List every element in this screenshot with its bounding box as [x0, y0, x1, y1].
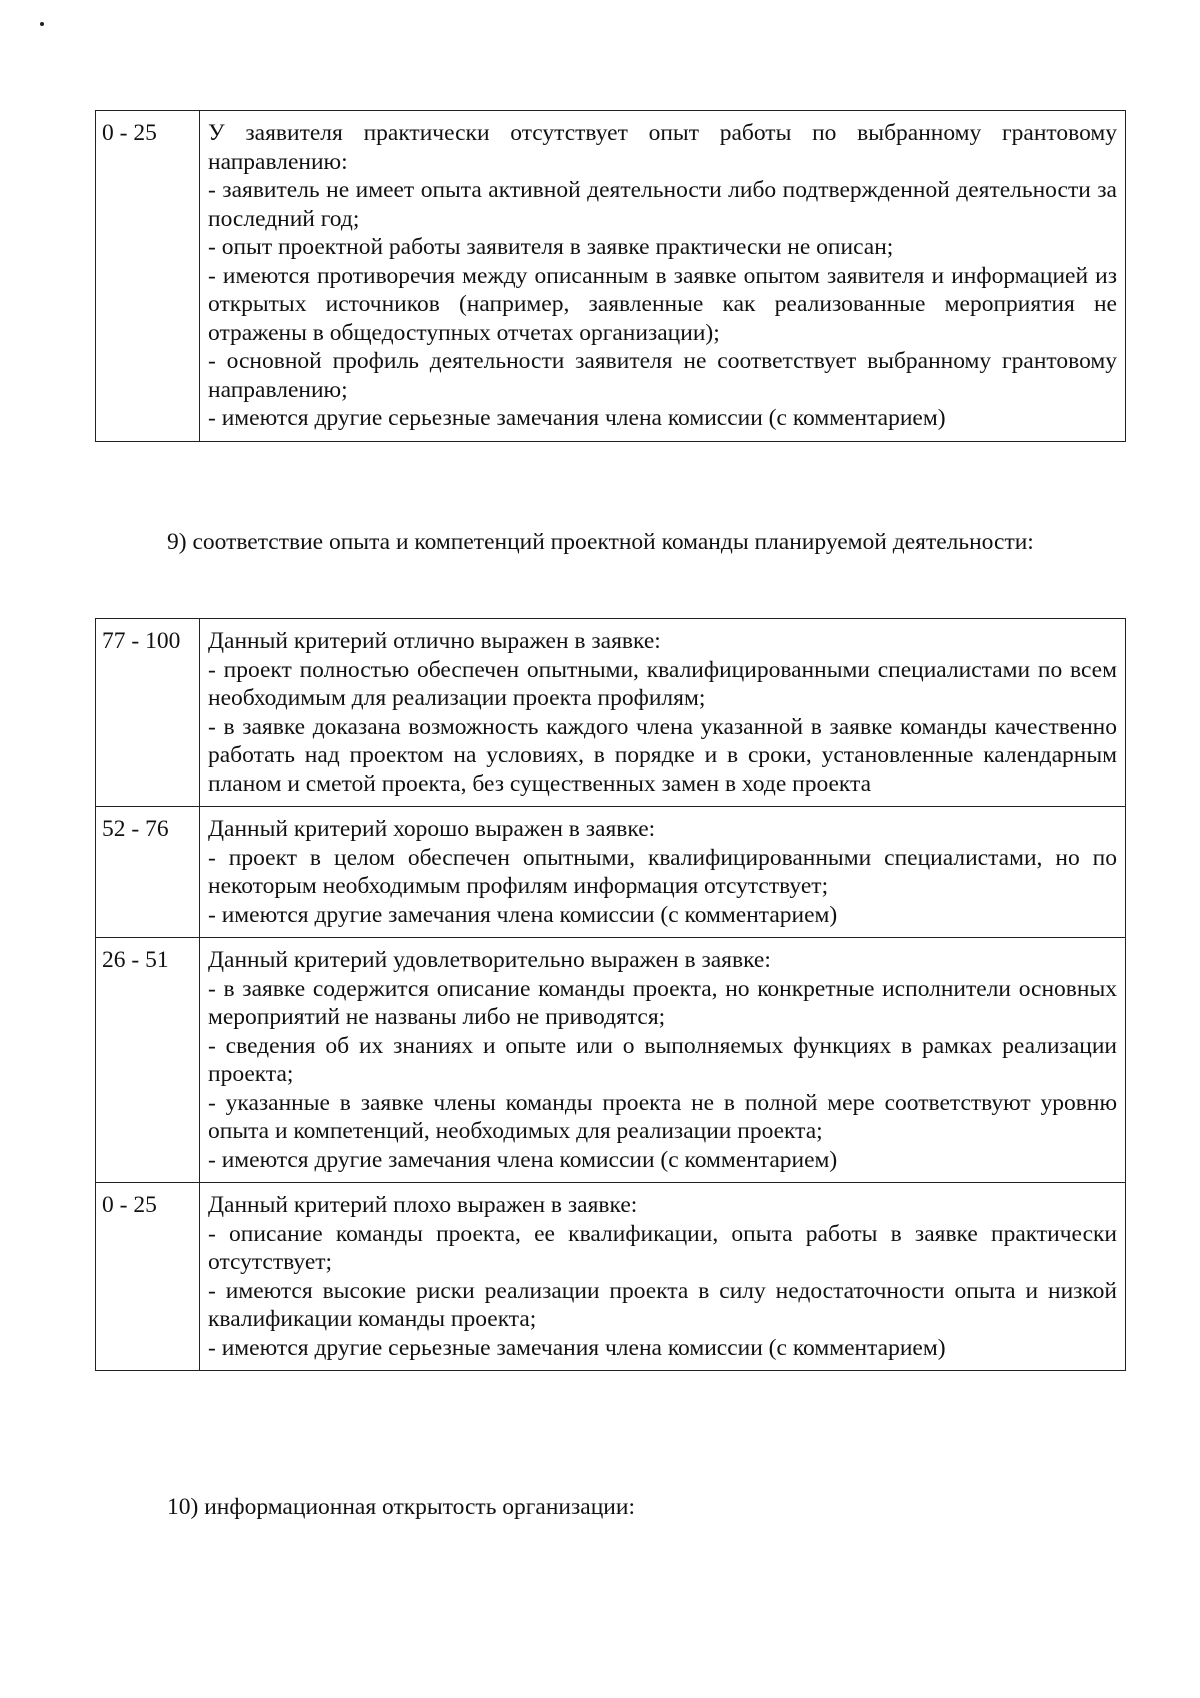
criterion-item: - описание команды проекта, ее квалификации, опыта работы в заявке практически отсутствует;	[208, 1220, 1117, 1275]
criterion-item: - в заявке доказана возможность каждого члена указанной в заявке команды качественно работать над проектом на условиях, в порядке и в сроки, установленные календарным планом и сметой проекта, без существенных замен в ходе проекта	[208, 713, 1117, 797]
section-10-heading: 10) информационная открытость организации:	[167, 1494, 635, 1520]
criterion-description	[200, 1183, 1126, 1371]
criterion-description	[200, 807, 1126, 938]
criterion-item: - опыт проектной работы заявителя в заявке практически не описан;	[208, 234, 894, 260]
table-row	[96, 619, 1126, 807]
criterion-heading: Данный критерий отлично выражен в заявке:	[208, 628, 661, 654]
criterion-description	[200, 111, 1126, 442]
criterion-item: - проект полностью обеспечен опытными, квалифицированными специалистами по всем необходимым для реализации проекта профилям;	[208, 656, 1117, 711]
criteria-table-9	[95, 618, 1126, 1371]
criterion-item: - имеются противоречия между описанным в заявке опытом заявителя и информацией из открытых источников (например, заявленные как реализованные мероприятия не отражены в общедоступных отчетах организации);	[208, 262, 1117, 346]
scan-speck	[40, 22, 44, 26]
criterion-item: - имеются другие замечания члена комиссии (с комментарием)	[208, 1146, 838, 1173]
table-row	[96, 111, 1126, 442]
criterion-heading: Данный критерий удовлетворительно выражен в заявке:	[208, 947, 771, 973]
criterion-item: - указанные в заявке члены команды проекта не в полной мере соответствуют уровню опыта и компетенций, необходимых для реализации проекта;	[208, 1089, 1117, 1144]
criterion-item: - проект в целом обеспечен опытными, квалифицированными специалистами, но по некоторым необходимым профилям информация отсутствует;	[208, 844, 1117, 899]
criteria-table-top	[95, 110, 1126, 442]
criterion-item: - заявитель не имеет опыта активной деятельности либо подтвержденной деятельности за последний год;	[208, 177, 1117, 232]
criterion-item: - имеются высокие риски реализации проекта в силу недостаточности опыта и низкой квалификации команды проекта;	[208, 1277, 1117, 1332]
criterion-item: - имеются другие серьезные замечания члена комиссии (с комментарием)	[208, 405, 946, 431]
criterion-item: - имеются другие серьезные замечания члена комиссии (с комментарием)	[208, 1334, 946, 1361]
criterion-description	[200, 619, 1126, 807]
score-range: 0 - 25	[96, 1183, 200, 1371]
score-range: 26 - 51	[96, 938, 200, 1183]
table-row	[96, 1183, 1126, 1371]
criterion-item: - имеются другие замечания члена комиссии (с комментарием)	[208, 901, 838, 928]
score-range: 77 - 100	[96, 619, 200, 807]
criterion-description	[200, 938, 1126, 1183]
criterion-heading: У заявителя практически отсутствует опыт работы по выбранному грантовому направлению:	[208, 120, 1117, 175]
criterion-item: - в заявке содержится описание команды проекта, но конкретные исполнители основных мероприятий не названы либо не приводятся;	[208, 975, 1117, 1030]
score-range: 52 - 76	[96, 807, 200, 938]
criterion-heading: Данный критерий хорошо выражен в заявке:	[208, 816, 656, 842]
criterion-item: - основной профиль деятельности заявителя не соответствует выбранному грантовому направлению;	[208, 348, 1117, 403]
table-row	[96, 938, 1126, 1183]
criterion-heading: Данный критерий плохо выражен в заявке:	[208, 1192, 638, 1218]
score-range: 0 - 25	[96, 111, 200, 442]
criterion-item: - сведения об их знаниях и опыте или о выполняемых функциях в рамках реализации проекта;	[208, 1032, 1117, 1087]
table-row	[96, 807, 1126, 938]
section-9-heading: 9) соответствие опыта и компетенций проектной команды планируемой деятельности:	[167, 529, 1034, 555]
